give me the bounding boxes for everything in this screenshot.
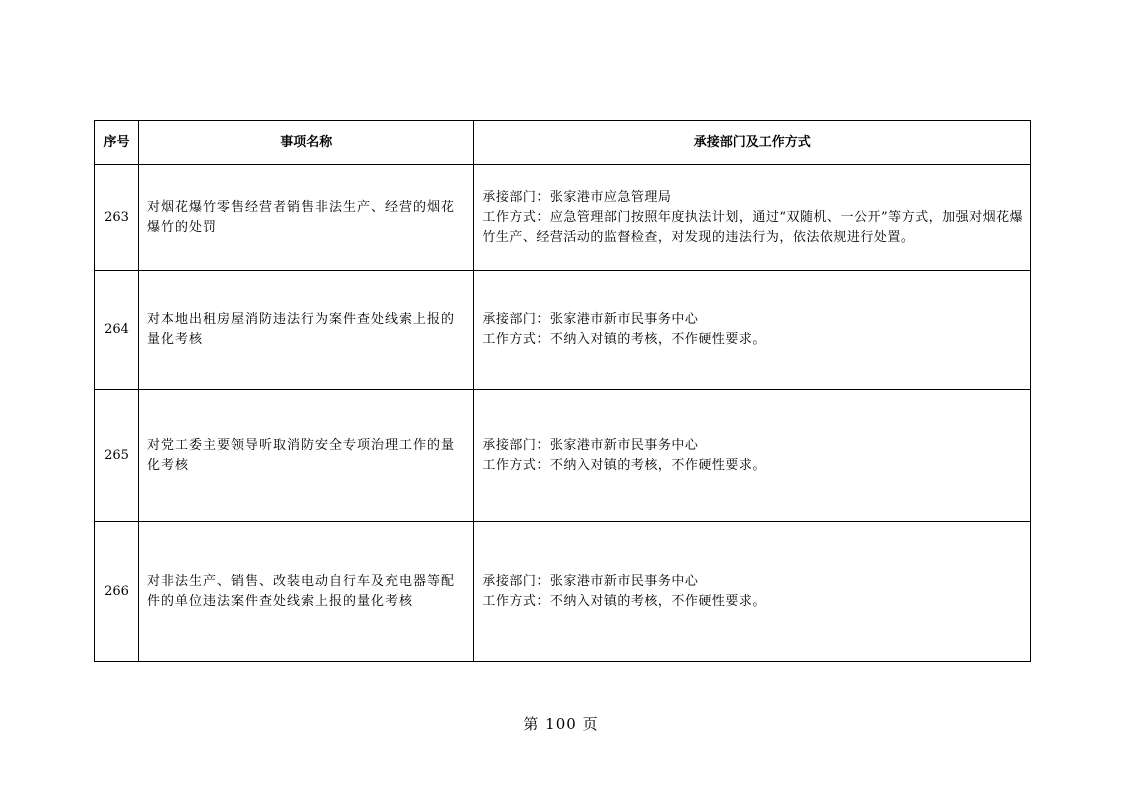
- header-matter-name: 事项名称: [139, 121, 474, 165]
- work-method: 工作方式：不纳入对镇的考核，不作硬性要求。: [482, 457, 766, 473]
- row-serial-number: 266: [95, 522, 139, 662]
- receiving-department: 承接部门：张家港市新市民事务中心: [482, 312, 699, 327]
- header-department-method: 承接部门及工作方式: [474, 121, 1031, 165]
- row-serial-number: 265: [95, 390, 139, 522]
- row-matter-name: 对本地出租房屋消防违法行为案件查处线索上报的量化考核: [139, 271, 474, 390]
- row-serial-number: 264: [95, 271, 139, 390]
- table-row: [95, 390, 1031, 522]
- table-row: [95, 165, 1031, 271]
- receiving-department: 承接部门：张家港市新市民事务中心: [482, 573, 699, 589]
- page-number: 第 100 页: [523, 715, 599, 733]
- row-matter-name: 对党工委主要领导听取消防安全专项治理工作的量化考核: [139, 390, 474, 522]
- table-row: [95, 271, 1031, 390]
- header-serial-number: 序号: [95, 121, 139, 165]
- table-header-row: [95, 121, 1031, 165]
- matters-table: [94, 120, 1031, 662]
- row-matter-name: 对非法生产、销售、改装电动自行车及充电器等配件的单位违法案件查处线索上报的量化考核: [139, 522, 474, 662]
- work-method: 工作方式：应急管理部门按照年度执法计划，通过“双随机、一公开”等方式，加强对烟花爆竹生产、经营活动的监督检查，对发现的违法行为，依法依规进行处置。: [482, 209, 1024, 245]
- row-department-method: [474, 165, 1031, 271]
- receiving-department: 承接部门：张家港市应急管理局: [482, 189, 672, 205]
- work-method: 工作方式：不纳入对镇的考核，不作硬性要求。: [482, 593, 766, 609]
- row-department-method: [474, 271, 1031, 390]
- row-matter-name: 对烟花爆竹零售经营者销售非法生产、经营的烟花爆竹的处罚: [139, 165, 474, 271]
- row-department-method: [474, 522, 1031, 662]
- row-serial-number: 263: [95, 165, 139, 271]
- work-method: 工作方式：不纳入对镇的考核，不作硬性要求。: [482, 332, 766, 347]
- row-department-method: [474, 390, 1031, 522]
- table-row: [95, 522, 1031, 662]
- receiving-department: 承接部门：张家港市新市民事务中心: [482, 437, 699, 453]
